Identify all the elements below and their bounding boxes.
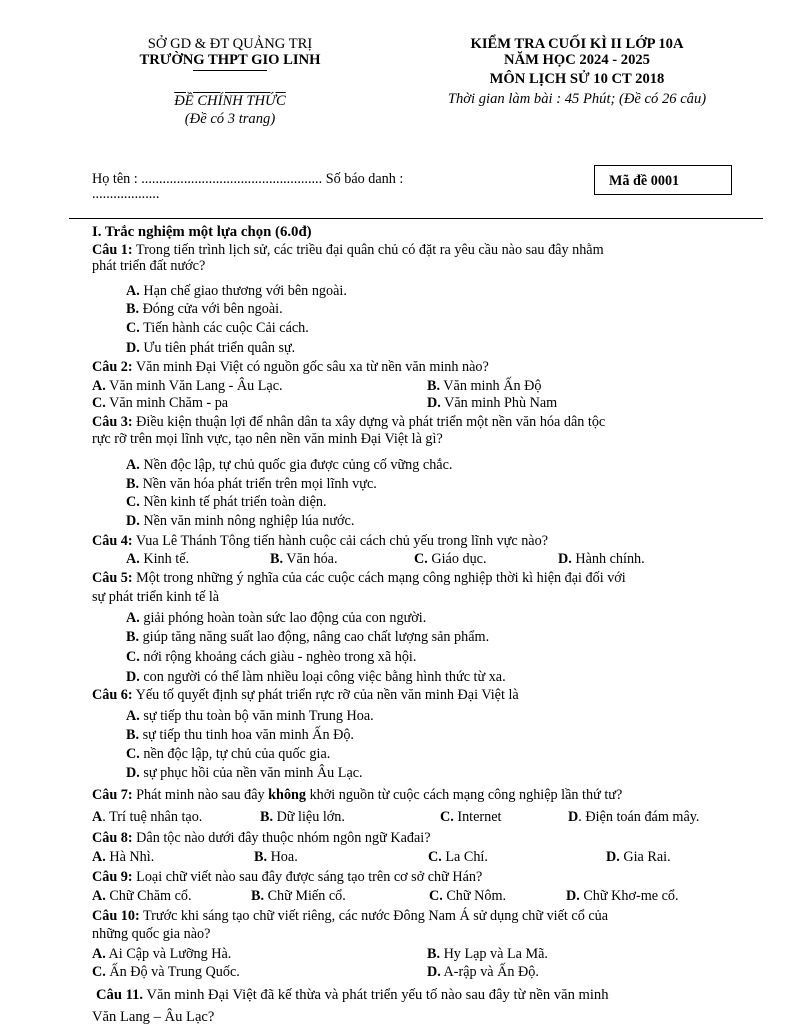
- question-11-cont: Văn Lang – Âu Lạc?: [92, 1009, 215, 1025]
- q1-option-a: A. Hạn chế giao thương với bên ngoài.: [126, 283, 347, 299]
- question-7: Câu 7: Phát minh nào sau đây không khởi nguồn từ cuộc cách mạng công nghiệp lần thứ tư?: [92, 787, 623, 803]
- question-11: Câu 11. Văn minh Đại Việt đã kế thừa và phát triển yếu tố nào sau đây từ nền văn minh: [96, 987, 609, 1003]
- question-1: Câu 1: Trong tiến trình lịch sử, các triều đại quân chủ có đặt ra yêu cầu nào sau đây nhằm: [92, 242, 604, 258]
- q5-option-d: D. con người có thể làm nhiều loại công việc bằng hình thức từ xa.: [126, 669, 506, 685]
- student-name-line: Họ tên : ................................................... Số báo danh :: [92, 171, 404, 187]
- q9-option-b: B. Chữ Miến cổ.: [251, 888, 346, 904]
- q6-option-d: D. sự phục hồi của nền văn minh Âu Lạc.: [126, 765, 363, 781]
- school-year: NĂM HỌC 2024 - 2025: [504, 52, 650, 68]
- time-info: Thời gian làm bài : 45 Phút; (Đề có 26 câu): [447, 91, 707, 107]
- q7-option-b: B. Dữ liệu lớn.: [260, 809, 345, 825]
- q9-option-c: C. Chữ Nôm.: [429, 888, 507, 904]
- q9-option-a: A. Chữ Chăm cổ.: [92, 888, 192, 904]
- q7-option-d: D. Điện toán đám mây.: [568, 809, 700, 825]
- q5-option-b: B. giúp tăng năng suất lao động, nâng cao chất lượng sản phẩm.: [126, 629, 490, 645]
- q10-option-a: A. Ai Cập và Lưỡng Hà.: [92, 946, 232, 962]
- header-separator: [69, 218, 763, 219]
- q8-option-d: D. Gia Rai.: [606, 849, 671, 865]
- q4-option-b: B. Văn hóa.: [270, 551, 338, 567]
- exam-title: KIỂM TRA CUỐI KÌ II LỚP 10A: [470, 36, 684, 52]
- q3-option-b: B. Nền văn hóa phát triển trên mọi lĩnh vực.: [126, 476, 377, 492]
- q5-option-c: C. nới rộng khoảng cách giàu - nghèo trong xã hội.: [126, 649, 417, 665]
- q3-option-c: C. Nền kinh tế phát triển toàn diện.: [126, 494, 327, 510]
- question-10-cont: những quốc gia nào?: [92, 926, 211, 942]
- school-name: TRƯỜNG THPT GIO LINH: [139, 52, 321, 68]
- section-title: I. Trắc nghiệm một lựa chọn (6.0đ): [92, 224, 312, 240]
- department-name: SỞ GD & ĐT QUẢNG TRỊ: [147, 36, 313, 52]
- question-1-cont: phát triển đất nước?: [92, 258, 206, 274]
- q7-option-a: A. Trí tuệ nhân tạo.: [92, 809, 203, 825]
- page-count: (Đề có 3 trang): [184, 111, 276, 127]
- q4-option-d: D. Hành chính.: [558, 551, 645, 567]
- q4-option-a: A. Kinh tế.: [126, 551, 190, 567]
- q8-option-a: A. Hà Nhì.: [92, 849, 155, 865]
- q3-option-a: A. Nền độc lập, tự chủ quốc gia được củng cố vững chắc.: [126, 457, 453, 473]
- q6-option-b: B. sự tiếp thu tinh hoa văn minh Ấn Độ.: [126, 727, 354, 743]
- student-dots-line: ...................: [92, 186, 160, 202]
- q7-option-c: C. Internet: [440, 809, 502, 825]
- question-4: Câu 4: Vua Lê Thánh Tông tiến hành cuộc cải cách chủ yếu trong lĩnh vực nào?: [92, 533, 548, 549]
- q3-option-d: D. Nền văn minh nông nghiệp lúa nước.: [126, 513, 355, 529]
- question-8: Câu 8: Dân tộc nào dưới đây thuộc nhóm ngôn ngữ Kađai?: [92, 830, 431, 846]
- header-divider: [193, 70, 267, 71]
- q1-option-b: B. Đóng cửa với bên ngoài.: [126, 301, 283, 317]
- question-10: Câu 10: Trước khi sáng tạo chữ viết riêng, các nước Đông Nam Á sử dụng chữ viết cổ của: [92, 908, 609, 924]
- q2-option-c: C. Văn minh Chăm - pa: [92, 395, 229, 411]
- question-2: Câu 2: Văn minh Đại Việt có nguồn gốc sâu xa từ nền văn minh nào?: [92, 359, 489, 375]
- q1-option-c: C. Tiến hành các cuộc Cải cách.: [126, 320, 309, 336]
- q9-option-d: D. Chữ Khơ-me cổ.: [566, 888, 679, 904]
- q6-option-c: C. nền độc lập, tự chủ của quốc gia.: [126, 746, 331, 762]
- q6-option-a: A. sự tiếp thu toàn bộ văn minh Trung Hoa.: [126, 708, 374, 724]
- q8-option-b: B. Hoa.: [254, 849, 298, 865]
- subject: MÔN LỊCH SỬ 10 CT 2018: [489, 71, 665, 87]
- question-5-cont: sự phát triển kinh tế là: [92, 589, 220, 605]
- q4-option-c: C. Giáo dục.: [414, 551, 487, 567]
- question-9: Câu 9: Loại chữ viết nào sau đây được sáng tạo trên cơ sở chữ Hán?: [92, 869, 483, 885]
- official-label: ĐỀ CHÍNH THỨC: [174, 93, 286, 109]
- question-5: Câu 5: Một trong những ý nghĩa của các cuộc cách mạng công nghiệp thời kì hiện đại đối với: [92, 570, 626, 586]
- q2-option-b: B. Văn minh Ấn Độ: [427, 378, 542, 394]
- q2-option-a: A. Văn minh Văn Lang - Âu Lạc.: [92, 378, 283, 394]
- question-3: Câu 3: Điều kiện thuận lợi để nhân dân ta xây dựng và phát triển một nền văn hóa dân tộc: [92, 414, 606, 430]
- exam-code: Mã đề 0001: [609, 173, 680, 189]
- q8-option-c: C. La Chí.: [428, 849, 488, 865]
- exam-code-box: [594, 165, 732, 195]
- q1-option-d: D. Ưu tiên phát triển quân sự.: [126, 340, 296, 356]
- question-3-cont: rực rỡ trên mọi lĩnh vực, tạo nên nền văn minh Đại Việt là gì?: [92, 431, 443, 447]
- q10-option-d: D. A-rập và Ấn Độ.: [427, 964, 539, 980]
- q2-option-d: D. Văn minh Phù Nam: [427, 395, 558, 411]
- q10-option-c: C. Ấn Độ và Trung Quốc.: [92, 964, 240, 980]
- q5-option-a: A. giải phóng hoàn toàn sức lao động của con người.: [126, 610, 427, 626]
- question-6: Câu 6: Yếu tố quyết định sự phát triển rực rỡ của nền văn minh Đại Việt là: [92, 687, 519, 703]
- q10-option-b: B. Hy Lạp và La Mã.: [427, 946, 548, 962]
